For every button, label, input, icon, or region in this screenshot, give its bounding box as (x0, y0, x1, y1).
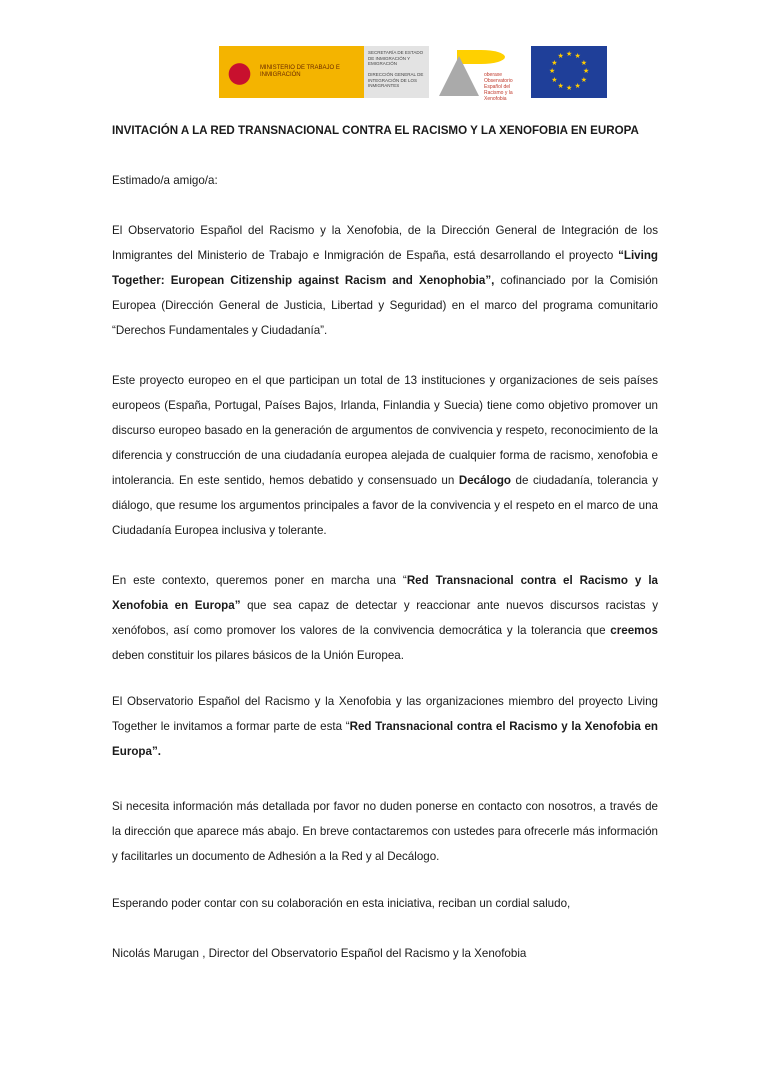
eu-star-icon: ★ (583, 68, 590, 75)
decalogo: Decálogo (458, 474, 512, 487)
eu-star-icon: ★ (549, 68, 556, 75)
text: que sea capaz de detectar y reaccionar ante nuevos discursos racistas y xenófobos, así como promover los valores de la convivencia democrática y la tolerancia que (112, 599, 658, 637)
text: El Observatorio Español del Racismo y la Xenofobia y las organizaciones miembro del proyecto Living Together le invitamos a formar parte de esta “ (112, 695, 658, 733)
eu-star-icon: ★ (551, 59, 558, 67)
eu-flag-icon (531, 46, 607, 98)
eu-star-icon: ★ (551, 76, 558, 84)
triangle-icon (439, 56, 479, 96)
text: Este proyecto europeo en el que participan un total de 13 instituciones y organizaciones de seis países europeos (España, Portugal, Países Bajos, Irlanda, Finlandia y Suecia) tiene como objetivo promover un discurso europeo basado en la generación de argumentos de convivencia y respeto, reconocimiento de la diferencia y construcción de una ciudadanía europea alejada de cualquier forma de racismo, xenofobia e intolerancia. En este sentido, hemos debatido y consensuado un (112, 374, 658, 487)
secretaria-logo (364, 46, 429, 98)
oberaxe-text: oberaxe Observatorio Español del Racismo y la Xenofobia (484, 72, 513, 102)
eu-star-icon: ★ (566, 85, 573, 92)
text: de ciudadanía, tolerancia y diálogo, que resume los argumentos principales a favor de la convivencia y el respeto en el marco de una Ciudadanía Europea inclusiva y tolerante. (112, 474, 658, 537)
secretaria-text: SECRETARÍA DE ESTADO DE INMIGRACIÓN Y EMIGRACIÓN (368, 50, 424, 66)
greeting: Estimado/a amigo/a: (112, 174, 218, 187)
text: El Observatorio Español del Racismo y la Xenofobia, de la Dirección General de Integración de los Inmigrantes del Ministerio de Trabajo e Inmigración de España, está desarrollando el proyecto (112, 224, 658, 262)
eu-star-icon: ★ (580, 76, 587, 84)
text: cofinanciado por la Comisión Europea (Dirección General de Justicia, Libertad y Seguridad) en el marco del programa comunitario “Derechos Fundamentales y Ciudadanía”. (112, 274, 658, 337)
text: En este contexto, queremos poner en marcha una “ (112, 574, 407, 587)
eu-star-icon: ★ (557, 53, 564, 61)
title-text: INVITACIÓN A LA RED TRANSNACIONAL CONTRA EL RACISMO Y LA XENOFOBIA EN EUROPA (112, 124, 639, 137)
paragraph-2 (112, 368, 658, 543)
oberaxe-logo (429, 46, 513, 102)
paragraph-6: Esperando poder contar con su colaboración en esta iniciativa, reciban un cordial saludo, (112, 897, 571, 910)
paragraph-1 (112, 218, 658, 343)
eu-star-icon: ★ (574, 53, 581, 61)
letter-body (112, 118, 658, 991)
paragraph-5: Si necesita información más detallada por favor no duden ponerse en contacto con nosotros, a través de la dirección que aparece más abajo. En breve contactaremos con ustedes para ofrecerle más información y facilitarles un documento de Adhesión a la Red y al Decálogo. (112, 800, 658, 863)
header-logos (219, 46, 607, 102)
paragraph-4 (112, 689, 658, 764)
ministry-logo-text: MINISTERIO DE TRABAJO E INMIGRACIÓN (259, 65, 340, 78)
letter-title (112, 118, 658, 143)
network-name: Red Transnacional contra el Racismo y la Xenofobia en Europa”. (112, 720, 659, 758)
text: deben constituir los pilares básicos de la Unión Europea. (112, 649, 404, 662)
eu-star-icon: ★ (557, 82, 564, 90)
signature: Nicolás Marugan , Director del Observatorio Español del Racismo y la Xenofobia (112, 947, 527, 960)
eu-star-icon: ★ (574, 82, 581, 90)
ministry-logo (219, 46, 364, 98)
direccion-text: DIRECCIÓN GENERAL DE INTEGRACIÓN DE LOS INMIGRANTES (368, 72, 424, 88)
paragraph-3 (112, 568, 658, 668)
eu-star-icon: ★ (580, 59, 587, 67)
coat-of-arms-icon (225, 52, 254, 92)
creemos: creemos (610, 624, 658, 637)
network-name: Red Transnacional contra el Racismo y la Xenofobia en Europa” (112, 574, 658, 612)
project-name: “Living Together: European Citizenship against Racism and Xenophobia”, (112, 249, 658, 287)
eu-star-icon: ★ (566, 51, 573, 58)
